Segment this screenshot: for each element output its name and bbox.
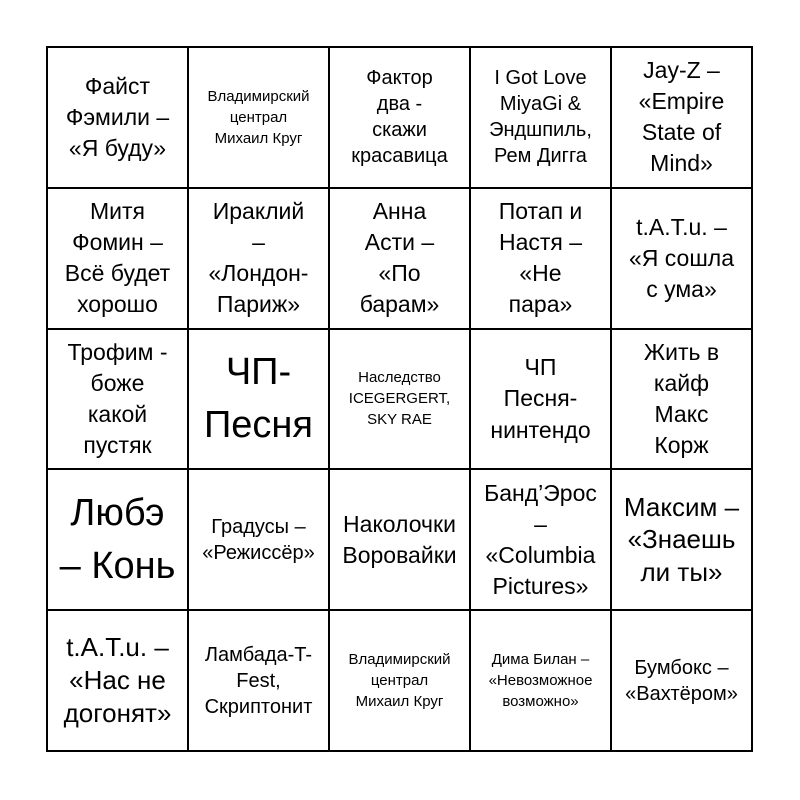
bingo-cell-r1-c1[interactable]	[47, 47, 188, 188]
bingo-cell-r2-c4[interactable]	[470, 188, 611, 329]
bingo-cell-label: Максим – «Знаешь ли ты»	[623, 491, 740, 588]
bingo-cell-r5-c4[interactable]	[470, 610, 611, 751]
bingo-cell-r4-c2[interactable]	[188, 469, 329, 610]
bingo-cell-r2-c2[interactable]	[188, 188, 329, 329]
bingo-cell-label: Фактор два - скажи красавица	[351, 67, 448, 168]
bingo-cell-label: Владимирский централ Михаил Круг	[207, 87, 310, 147]
bingo-cell-label: Бумбокс – «Вахтёром»	[625, 656, 738, 705]
bingo-cell-label: Жить в кайф Макс Корж	[643, 338, 720, 459]
bingo-cell-label: Анна Асти – «По барам»	[359, 198, 440, 318]
bingo-cell-label: Наколочки Воровайки	[342, 510, 457, 568]
bingo-cell-r3-c1[interactable]	[47, 329, 188, 470]
bingo-cell-label: Митя Фомин – Всё будет хорошо	[64, 198, 171, 318]
bingo-cell-label: Трофим - боже какой пустяк	[67, 338, 168, 459]
bingo-cell-r5-c3[interactable]	[329, 610, 470, 751]
bingo-cell-r4-c1[interactable]	[47, 469, 188, 610]
bingo-cell-r4-c3[interactable]	[329, 469, 470, 610]
bingo-cell-label: Владимирский централ Михаил Круг	[348, 651, 451, 711]
bingo-cell-label: t.A.T.u. – «Я сошла с ума»	[628, 213, 734, 302]
bingo-cell-label: Любэ – Конь	[59, 491, 176, 587]
bingo-cell-r1-c3[interactable]	[329, 47, 470, 188]
bingo-cell-label: I Got Love MiyaGi & Эндшпиль, Рем Дигга	[489, 67, 592, 168]
bingo-cell-r2-c1[interactable]	[47, 188, 188, 329]
bingo-cell-label: Наследство ICEGERGERT, SKY RAE	[348, 369, 451, 429]
bingo-cell-label: ЧП Песня- нинтендо	[490, 354, 591, 443]
bingo-cell-r1-c5[interactable]	[611, 47, 752, 188]
bingo-board	[46, 46, 753, 752]
bingo-cell-r5-c2[interactable]	[188, 610, 329, 751]
bingo-cell-r3-c2[interactable]	[188, 329, 329, 470]
bingo-cell-r5-c5[interactable]	[611, 610, 752, 751]
bingo-cell-r4-c5[interactable]	[611, 469, 752, 610]
bingo-cell-r5-c1[interactable]	[47, 610, 188, 751]
bingo-cell-label: t.A.T.u. – «Нас не догонят»	[63, 632, 172, 728]
bingo-cell-label: Дима Билан – «Невозможное возможно»	[488, 651, 593, 711]
bingo-cell-label: Банд’Эрос – «Columbia Pictures»	[484, 479, 597, 599]
bingo-cell-r2-c5[interactable]	[611, 188, 752, 329]
bingo-cell-r1-c4[interactable]	[470, 47, 611, 188]
bingo-cell-label: Файст Фэмили – «Я буду»	[65, 72, 170, 161]
bingo-cell-r1-c2[interactable]	[188, 47, 329, 188]
bingo-cell-label: Потап и Настя – «Не пара»	[498, 198, 583, 318]
bingo-cell-r3-c4[interactable]	[470, 329, 611, 470]
bingo-cell-label: Градусы – «Режиссёр»	[202, 515, 315, 564]
bingo-cell-r3-c5[interactable]	[611, 329, 752, 470]
bingo-cell-r2-c3[interactable]	[329, 188, 470, 329]
bingo-cell-r3-c3[interactable]	[329, 329, 470, 470]
bingo-cell-label: Ламбада-T- Fest, Скриптонит	[204, 643, 313, 718]
bingo-cell-r4-c4[interactable]	[470, 469, 611, 610]
bingo-cell-label: Jay-Z – «Empire State of Mind»	[638, 57, 725, 177]
bingo-cell-label: ЧП- Песня	[203, 350, 313, 446]
bingo-cell-label: Ираклий – «Лондон- Париж»	[208, 198, 309, 318]
